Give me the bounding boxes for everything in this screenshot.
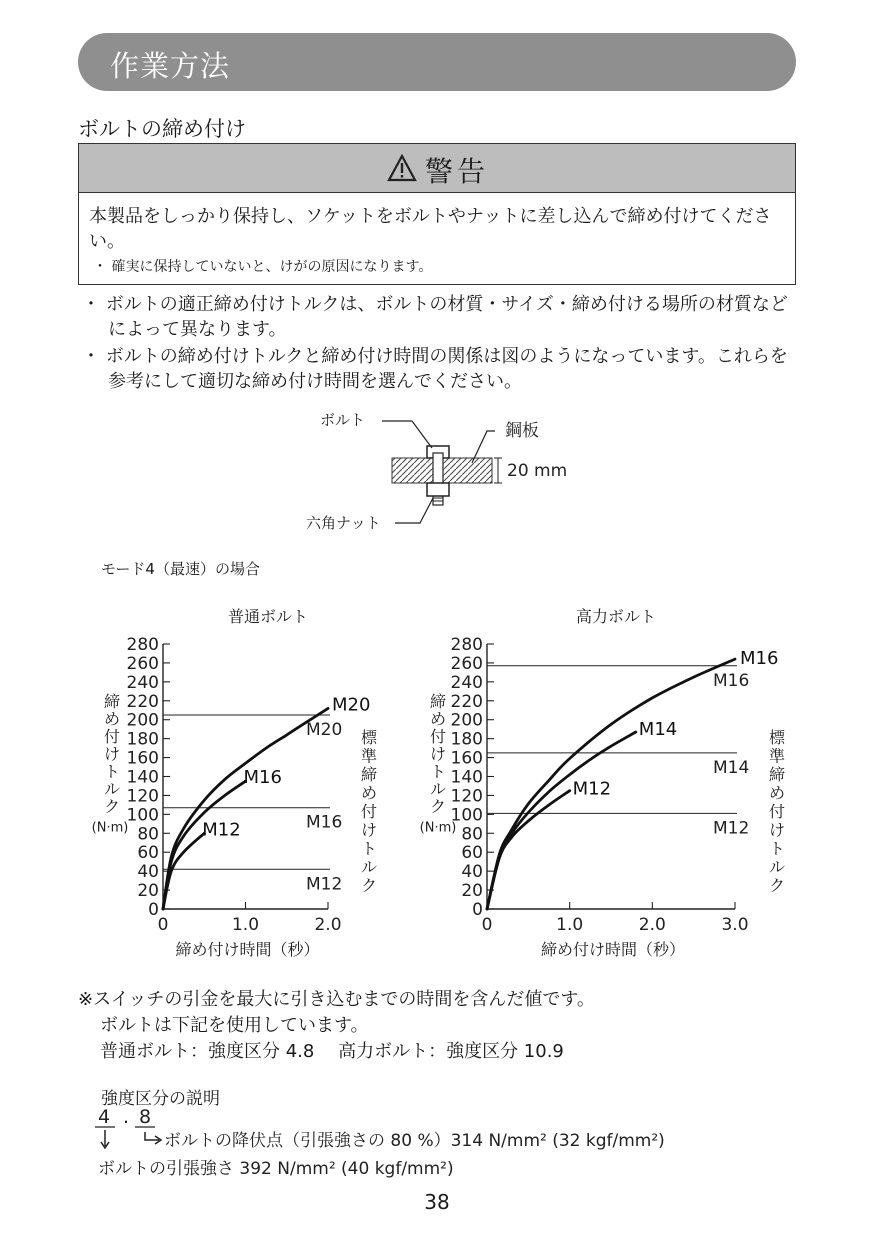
y-tick-label: 180 [126, 729, 159, 750]
series-label: M12 [202, 819, 241, 841]
warning-text: 本製品をしっかり保持し、ソケットをボルトやナットに差し込んで締め付けてください。 [89, 206, 772, 252]
y-tick-label: 120 [126, 786, 159, 807]
series-label: M14 [638, 719, 678, 741]
page-number: 38 [424, 1190, 450, 1214]
chart-high-strength-bolt [420, 595, 874, 975]
series-line [163, 708, 328, 909]
x-tick-label: 2.0 [638, 915, 666, 935]
y-tick-label: 60 [461, 843, 483, 864]
y-axis-label: 締め付けトルク [103, 692, 121, 816]
chart-standard-bolt [0, 595, 420, 975]
strength-dot: . [123, 1106, 130, 1128]
y-tick-label: 280 [450, 635, 483, 655]
y-tick-label: 20 [461, 881, 483, 902]
instruction-item: ・ ボルトの締め付けトルクと締め付け時間の関係は図のようになっています。これらを参考にして適切な締め付け時間を選んでください。 [82, 346, 788, 392]
plate-label: 鋼板 [505, 421, 539, 441]
strength-line-1: ボルトの降伏点（引張強さの 80 %）314 N/mm² (32 kgf/mm²) [164, 1131, 665, 1151]
chart-title: 普通ボルト [227, 607, 309, 626]
y-tick-label: 260 [450, 653, 483, 674]
chart-title: 高力ボルト [575, 607, 657, 626]
strength-line-2: ボルトの引張強さ 392 N/mm² (40 kgf/mm²) [98, 1159, 454, 1179]
thickness-label: 20 mm [507, 461, 568, 481]
x-tick-label: 2.0 [314, 915, 342, 935]
y-tick-label: 280 [126, 635, 159, 655]
warning-box [78, 143, 796, 285]
x-tick-label: 3.0 [721, 915, 749, 935]
x-tick-label: 1.0 [556, 915, 584, 935]
series-label: M20 [332, 694, 371, 716]
reference-line-label: M14 [713, 757, 750, 778]
instruction-list [82, 292, 798, 396]
note-line: ※スイッチの引金を最大に引き込むまでの時間を含んだ値です。 [78, 989, 595, 1010]
y-axis-label: 締め付けトルク [429, 692, 447, 816]
y-tick-label: 80 [137, 824, 159, 845]
x-axis-label: 締め付け時間（秒） [175, 940, 320, 959]
instruction-item: ・ ボルトの適正締め付けトルクは、ボルトの材質・サイズ・締め付ける場所の材質などによって異なります。 [82, 294, 788, 340]
warning-header [79, 144, 795, 193]
warning-title: 警告 [424, 155, 489, 188]
y-tick-label: 100 [450, 805, 483, 826]
series-label: M16 [243, 767, 282, 789]
y-tick-label: 160 [450, 748, 483, 769]
reference-line-label: M12 [713, 818, 750, 839]
nut-label: 六角ナット [306, 514, 381, 532]
y-tick-label: 180 [450, 729, 483, 750]
reference-line-label: M16 [713, 670, 750, 691]
x-tick-label: 1.0 [231, 915, 260, 935]
x-axis-label: 締め付け時間（秒） [540, 940, 686, 959]
bolt-diagram [300, 403, 600, 533]
notes [78, 987, 595, 1065]
x-tick-label: 0 [157, 915, 169, 935]
strength-title: 強度区分の説明 [101, 1089, 220, 1109]
y-tick-label: 220 [450, 691, 483, 712]
y-axis-unit: (N·m) [91, 820, 129, 836]
x-tick-label: 0 [481, 915, 493, 935]
y-tick-label: 40 [137, 862, 159, 883]
y-tick-label: 160 [126, 748, 159, 769]
y-tick-label: 100 [126, 805, 159, 826]
y-tick-label: 80 [461, 824, 483, 845]
strength-digit-a: 4 [98, 1106, 111, 1128]
y-tick-label: 120 [450, 786, 483, 807]
subheading: ボルトの締め付け [78, 117, 246, 141]
reference-line-label: M12 [306, 874, 343, 895]
section-title: 作業方法 [110, 49, 231, 83]
y-axis-unit: (N·m) [420, 820, 457, 836]
hex-nut [427, 483, 449, 496]
y-tick-label: 140 [126, 767, 159, 788]
note-line: 普通ボルト：強度区分 4.8 高力ボルト：強度区分 10.9 [100, 1041, 564, 1062]
y-tick-label: 60 [137, 843, 159, 864]
section-banner [78, 33, 796, 91]
strength-digit-b: 8 [139, 1106, 152, 1128]
series-label: M12 [572, 778, 612, 800]
y-tick-label: 20 [137, 881, 159, 902]
strength-explanation [95, 1102, 825, 1182]
series-line [487, 732, 636, 909]
y-tick-label: 40 [461, 862, 483, 883]
reference-label: 標準締め付けトルク [360, 728, 378, 895]
y-tick-label: 220 [126, 691, 159, 712]
reference-line-label: M16 [306, 812, 343, 833]
y-tick-label: 200 [126, 710, 159, 731]
note-line: ボルトは下記を使用しています。 [100, 1015, 369, 1036]
y-tick-label: 240 [126, 672, 159, 693]
y-tick-label: 140 [450, 767, 483, 788]
bolt-label: ボルト [320, 411, 366, 429]
y-tick-label: 0 [472, 900, 483, 920]
reference-line-label: M20 [306, 719, 343, 740]
bolt-shank [433, 453, 443, 505]
y-tick-label: 200 [450, 710, 483, 731]
y-tick-label: 0 [148, 900, 159, 920]
y-tick-label: 260 [126, 653, 159, 674]
mode-label: モード4（最速）の場合 [101, 560, 260, 578]
warning-bullet: ・ 確実に保持していないと、けがの原因になります。 [93, 259, 433, 275]
reference-label: 標準締め付けトルク [768, 728, 786, 895]
y-tick-label: 240 [450, 672, 483, 693]
series-label: M16 [740, 648, 779, 670]
